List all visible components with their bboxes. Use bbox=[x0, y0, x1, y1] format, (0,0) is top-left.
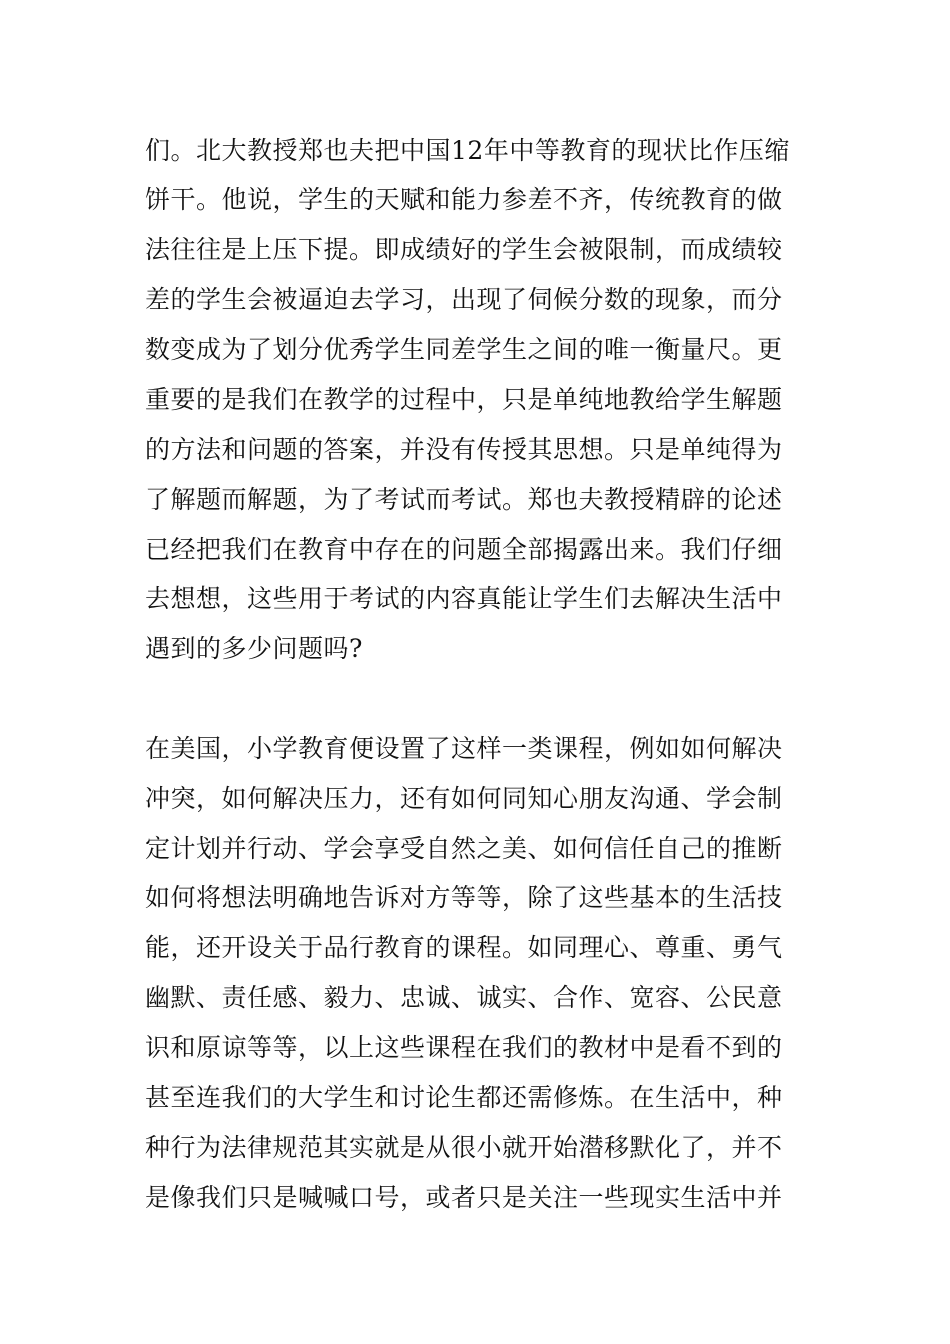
paragraph-1-line: 已经把我们在教育中存在的问题全部揭露出来。我们仔细 bbox=[145, 535, 783, 564]
paragraph-1-line: 的方法和问题的答案，并没有传授其思想。只是单纯得为 bbox=[145, 435, 783, 464]
paragraph-1-line: 遇到的多少问题吗? bbox=[145, 634, 363, 663]
paragraph-2-line: 如何将想法明确地告诉对方等等，除了这些基本的生活技 bbox=[145, 883, 783, 912]
paragraph-1-line: 们。北大教授郑也夫把中国12年中等教育的现状比作压缩 bbox=[145, 136, 790, 165]
paragraph-2-line: 在美国，小学教育便设置了这样一类课程，例如如何解决 bbox=[145, 734, 783, 763]
paragraph-2-line: 定计划并行动、学会享受自然之美、如何信任自己的推断 bbox=[145, 834, 783, 863]
paragraph-1-line: 去想想，这些用于考试的内容真能让学生们去解决生活中 bbox=[145, 584, 783, 613]
paragraph-1-line: 了解题而解题，为了考试而考试。郑也夫教授精辟的论述 bbox=[145, 485, 783, 514]
paragraph-1-line: 法往往是上压下提。即成绩好的学生会被限制，而成绩较 bbox=[145, 235, 783, 264]
paragraph-2-line: 识和原谅等等，以上这些课程在我们的教材中是看不到的 bbox=[145, 1033, 783, 1062]
paragraph-2-line: 是像我们只是喊喊口号，或者只是关注一些现实生活中并 bbox=[145, 1183, 783, 1212]
paragraph-1-line: 差的学生会被逼迫去学习，出现了伺候分数的现象，而分 bbox=[145, 285, 783, 314]
paragraph-1-line: 饼干。他说，学生的天赋和能力参差不齐，传统教育的做 bbox=[145, 185, 783, 214]
paragraph-1-line: 数变成为了划分优秀学生同差学生之间的唯一衡量尺。更 bbox=[145, 335, 783, 364]
paragraph-2-line: 冲突，如何解决压力，还有如何同知心朋友沟通、学会制 bbox=[145, 784, 783, 813]
paragraph-2-line: 能，还开设关于品行教育的课程。如同理心、尊重、勇气 bbox=[145, 933, 783, 962]
paragraph-2-line: 幽默、责任感、毅力、忠诚、诚实、合作、宽容、公民意 bbox=[145, 983, 783, 1012]
paragraph-1-line: 重要的是我们在教学的过程中，只是单纯地教给学生解题 bbox=[145, 385, 783, 414]
paragraph-2-line: 种行为法律规范其实就是从很小就开始潜移默化了，并不 bbox=[145, 1133, 783, 1162]
paragraph-2-line: 甚至连我们的大学生和讨论生都还需修炼。在生活中，种 bbox=[145, 1083, 783, 1112]
